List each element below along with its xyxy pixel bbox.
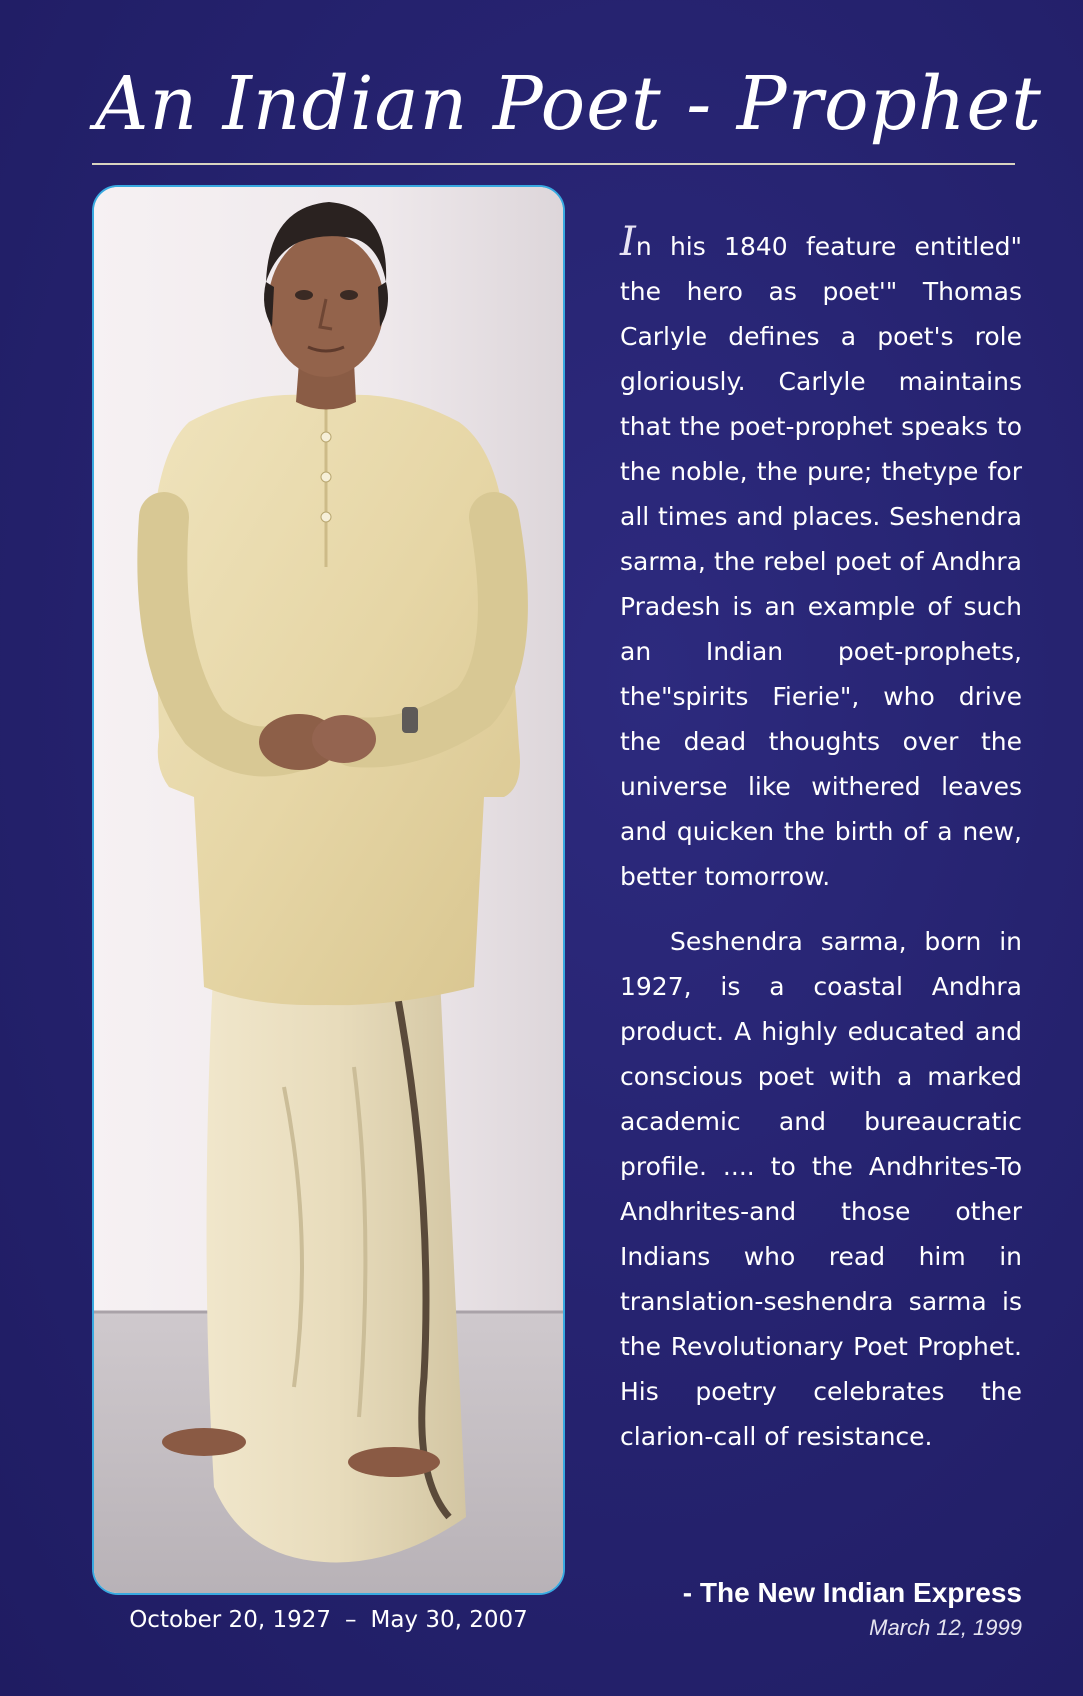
wristwatch [402, 707, 418, 733]
article-paragraph-1 [620, 219, 1022, 899]
death-date: May 30, 2007 [370, 1607, 528, 1633]
life-dates-caption [92, 1607, 565, 1633]
portrait-photo [92, 185, 565, 1595]
left-foot [162, 1428, 246, 1456]
article-paragraph-2: Seshendra sarma, born in 1927, is a coastal Andhra product. A highly educated and conscious poet with a marked academic and bureaucratic profile. .... to the Andhrites-To Andhrites-and those other Indians who read him in translation-seshendra sarma is the Revolutionary Poet Prophet. His poetry celebrates the clarion-call of resistance. [620, 927, 1022, 1451]
page-title: An Indian Poet - Prophet [95, 61, 1043, 147]
article-body [620, 219, 1022, 1459]
title-divider [92, 163, 1015, 165]
date-separator: – [344, 1607, 357, 1633]
source-attribution: - The New Indian Express [682, 1577, 1022, 1608]
source-date: March 12, 1999 [869, 1615, 1022, 1640]
portrait-illustration [94, 187, 563, 1593]
birth-date: October 20, 1927 [129, 1607, 331, 1633]
right-foot [348, 1447, 440, 1477]
drop-cap: I [620, 219, 636, 265]
paragraph-1-text: n his 1840 feature entitled" the hero as poet'" Thomas Carlyle defines a poet's role gloriously. Carlyle maintains that the poet-prophet speaks to the noble, the pure; thetype for all times and places. Seshendra sarma, the rebel poet of Andhra Pradesh is an example of such an Indian poet-prophets, the"spirits Fierie", who drive the dead thoughts over the universe like withered leaves and quicken the birth of a new, better tomorrow. [620, 232, 1022, 891]
